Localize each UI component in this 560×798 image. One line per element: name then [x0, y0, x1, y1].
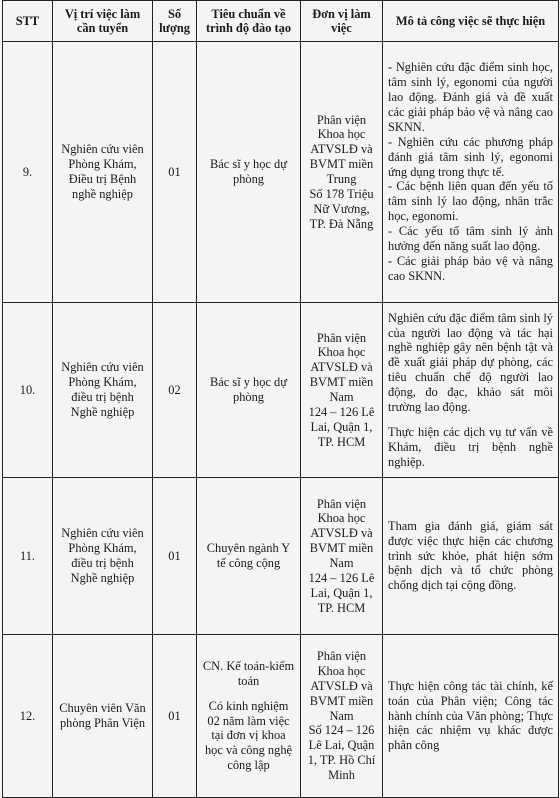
- row-standard: [197, 635, 301, 798]
- row-description: [383, 42, 559, 303]
- recruitment-table: [2, 0, 559, 798]
- row-stt: 9.: [3, 42, 53, 303]
- row-standard: Bác sĩ y học dự phòng: [197, 42, 301, 303]
- row-position: Nghiên cứu viên Phòng Khám, điều trị bệnh Nghề nghiệp: [53, 303, 153, 478]
- standard-degree: CN. Kế toán-kiểm toán: [202, 658, 295, 688]
- header-standard: Tiêu chuẩn về trình độ đào tạo: [197, 1, 301, 42]
- table-row: [3, 478, 559, 635]
- row-stt: 12.: [3, 635, 53, 798]
- unit-line: BVMT miền: [309, 693, 374, 708]
- table-header-row: [3, 1, 559, 42]
- row-description: [383, 478, 559, 635]
- unit-line: Nam: [329, 708, 354, 723]
- row-standard: Bác sĩ y học dự phòng: [197, 303, 301, 478]
- row-quantity: 01: [153, 42, 197, 303]
- unit-line: BVMT miền: [309, 375, 374, 390]
- unit-line: Nam: [329, 390, 354, 404]
- unit-line: Số 124 – 126: [308, 723, 375, 738]
- unit-line: ATVSLĐ và: [310, 526, 373, 541]
- unit-line: Phân viện: [316, 496, 367, 511]
- unit-line: Khoa học: [317, 345, 366, 360]
- unit-line: Minh: [328, 768, 355, 783]
- standard-experience: Có kinh nghiệm 02 năm làm việc tại đơn vị khoa học và công nghệ công lập: [204, 698, 293, 773]
- unit-line: Khoa học: [317, 127, 366, 142]
- header-position: Vị trí việc làm cần tuyển: [53, 1, 153, 42]
- unit-line: Phân viện: [316, 112, 367, 127]
- row-quantity: 01: [153, 635, 197, 798]
- row-description: [383, 303, 559, 478]
- description-paragraph: Nghiên cứu đặc điểm tâm sinh lý của người lao động và tác hại nghề nghiệp gây nên bệnh tật và đề xuất giải pháp dự phòng, các tiêu chuẩn chế độ người lao động, đo đạc, khảo sát môi trường lao động.: [388, 310, 553, 414]
- unit-line: Lai, Quận 1,: [310, 585, 373, 600]
- row-unit: [301, 478, 383, 635]
- unit-line: TP. HCM: [317, 434, 366, 449]
- unit-line: BVMT miền: [309, 157, 374, 172]
- header-unit: Đơn vị làm việc: [301, 1, 383, 42]
- row-unit: [301, 303, 383, 478]
- unit-line: Khoa học: [317, 663, 366, 678]
- unit-line: 124 – 126 Lê: [308, 570, 375, 585]
- row-stt: 10.: [3, 303, 53, 478]
- header-description: Mô tả công việc sẽ thực hiện: [383, 1, 559, 42]
- unit-line: Nữ Vương,: [313, 201, 370, 216]
- row-position: Nghiên cứu viên Phòng Khám, điều trị bệnh Nghề nghiệp: [53, 478, 153, 635]
- row-description: [383, 635, 559, 798]
- table-row: [3, 42, 559, 303]
- unit-line: Lê Lai, Quận: [308, 738, 375, 753]
- description-paragraph: - Các giải pháp bảo vệ và nâng cao SKNN.: [388, 253, 553, 283]
- header-stt: STT: [3, 1, 53, 42]
- unit-line: Nam: [329, 556, 354, 570]
- row-position: Chuyên viên Văn phòng Phân Viện: [53, 635, 153, 798]
- row-stt: 11.: [3, 478, 53, 635]
- unit-line: Phân viện: [316, 649, 367, 664]
- row-unit: [301, 635, 383, 798]
- header-quantity: Số lượng: [153, 1, 197, 42]
- row-position: Nghiên cứu viên Phòng Khám, Điều trị Bệnh nghề nghiệp: [53, 42, 153, 303]
- unit-line: ATVSLĐ và: [310, 360, 373, 375]
- unit-line: Trung: [326, 172, 357, 186]
- description-paragraph: - Các yếu tố tâm sinh lý ảnh hưởng đến năng suất lao động.: [388, 224, 553, 253]
- unit-line: Số 178 Triệu: [309, 186, 374, 201]
- unit-line: 1, TP. Hồ Chí: [307, 753, 376, 768]
- unit-line: Phân viện: [316, 330, 367, 345]
- description-paragraph: Tham gia đánh giá, giám sát được việc thực hiện các chương trình sức khỏe, phát hiện sớm bệnh dịch và tổ chức phòng chống dịch tại cộng đồng.: [388, 518, 553, 593]
- unit-line: Khoa học: [317, 511, 366, 526]
- row-quantity: 02: [153, 303, 197, 478]
- row-standard: Chuyên ngành Y tế công cộng: [197, 478, 301, 635]
- row-quantity: 01: [153, 478, 197, 635]
- row-unit: [301, 42, 383, 303]
- description-paragraph: - Nghiên cứu đặc điểm sinh học, tâm sinh lý, egonomi của người lao động. Đánh giá và đề xuất các giải pháp bảo vệ và nâng cao SKNN.: [388, 60, 553, 134]
- table-row: [3, 303, 559, 478]
- unit-line: BVMT miền: [309, 541, 374, 556]
- description-paragraph: - Các bệnh liên quan đến yếu tố tâm sinh lý lao động, nhân trắc học, egonomi.: [388, 179, 553, 224]
- description-paragraph: - Nghiên cứu các phương pháp đánh giá tâm sinh lý, egonomi ứng dụng trong thực tế.: [388, 134, 553, 179]
- description-paragraph: Thực hiện công tác tài chính, kế toán của Phân viện; Công tác hành chính của Văn phòng; Thực hiện các nhiệm vụ khác được phân công: [388, 678, 553, 753]
- table-row: [3, 635, 559, 798]
- unit-line: 124 – 126 Lê: [308, 404, 375, 419]
- unit-line: ATVSLĐ và: [310, 678, 373, 693]
- unit-line: ATVSLĐ và: [310, 142, 373, 157]
- unit-line: TP. Đà Nẵng: [309, 216, 374, 231]
- description-paragraph: Thực hiện các dịch vụ tư vấn về Khám, điều trị bệnh nghề nghiệp.: [388, 424, 553, 469]
- unit-line: TP. HCM: [317, 600, 366, 615]
- unit-line: Lai, Quận 1,: [310, 419, 373, 434]
